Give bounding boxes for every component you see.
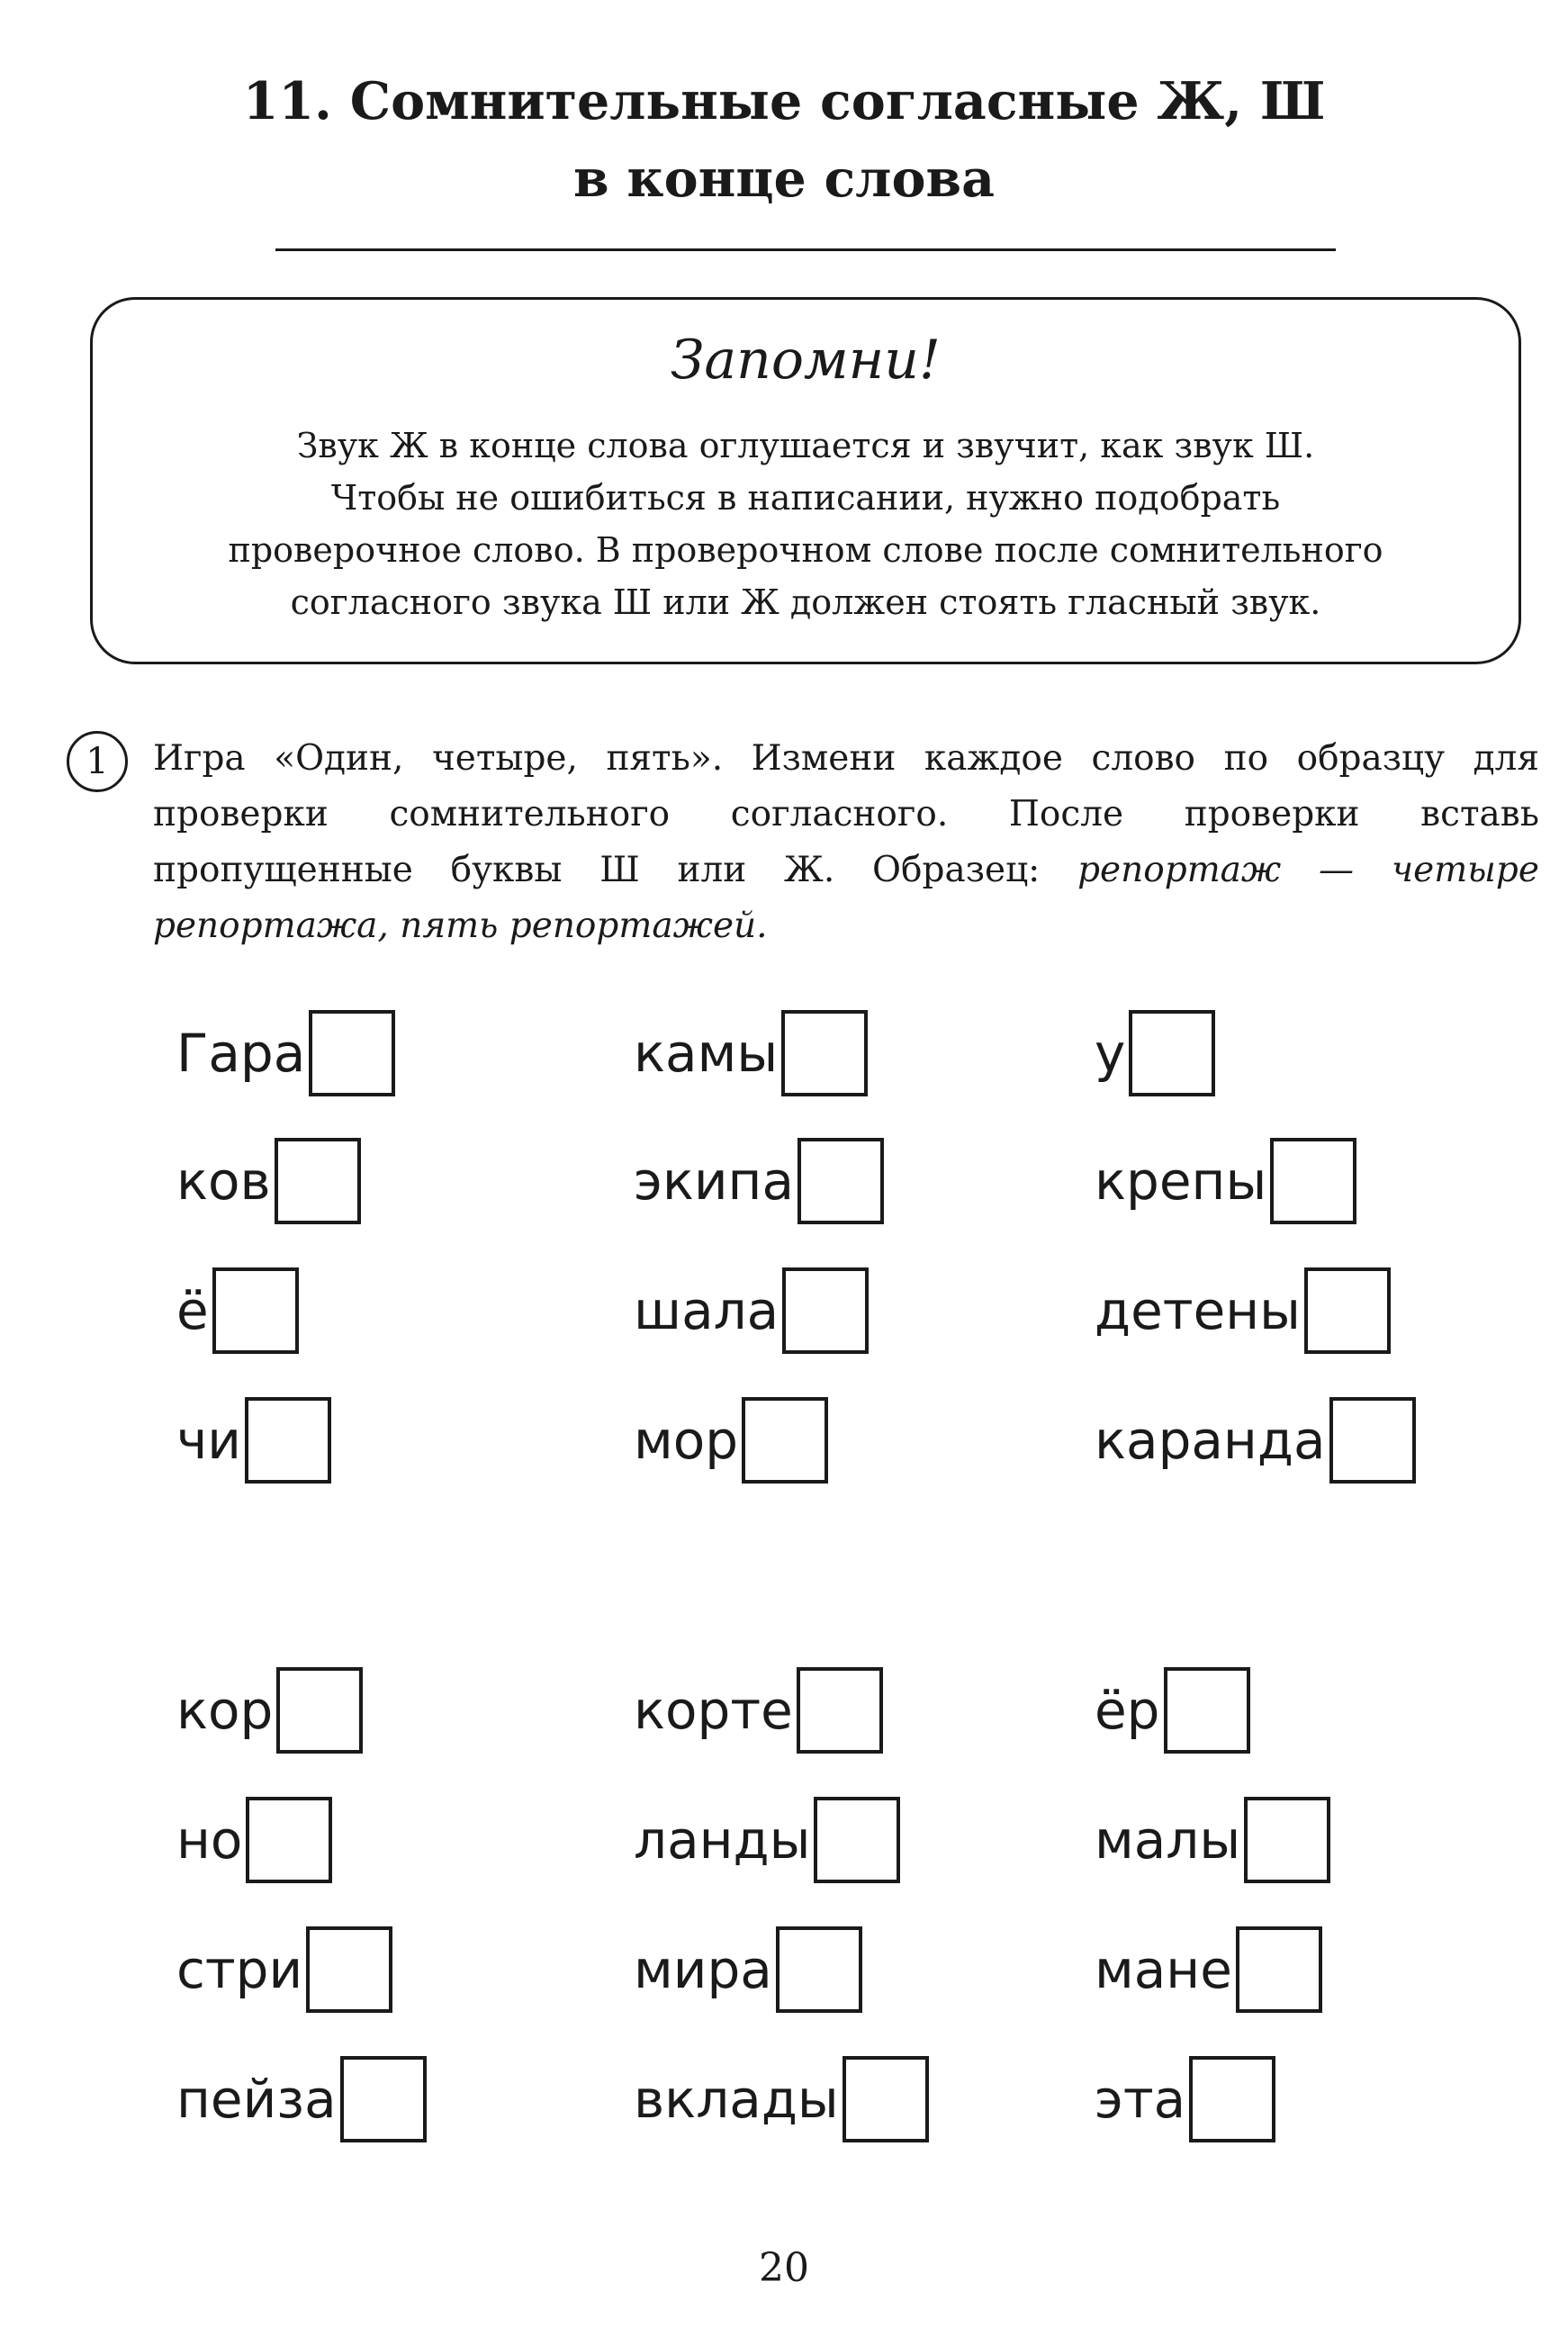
word-item [1095,1665,1250,1755]
word-item [176,1925,392,2015]
task-number: 1 [67,731,128,792]
letter-box[interactable] [245,1397,331,1484]
word-item [634,1665,883,1755]
word-stem: ё [176,1280,209,1341]
title-line-1: 11. Сомнительные согласные Ж, Ш [242,71,1326,131]
word-stem: экипа [634,1150,795,1212]
rule-line: Звук Ж в конце слова оглушается и звучит, как звук Ш. [296,426,1315,465]
word-stem: чи [176,1410,241,1471]
page-number: 20 [759,2245,809,2291]
page-title [0,63,1568,218]
letter-box[interactable] [776,1926,862,2013]
word-item [176,1136,361,1226]
word-stem: ёр [1095,1680,1160,1741]
word-item [634,1136,884,1226]
rule-line: проверочное слово. В проверочном слове после сомнительного [228,530,1383,570]
word-stem: мане [1095,1939,1232,2000]
word-stem: вклады [634,2069,839,2130]
word-item [634,1795,900,1885]
word-item [1095,1008,1215,1098]
letter-box[interactable] [781,1010,868,1096]
word-item [176,2054,427,2144]
word-stem: эта [1095,2069,1186,2130]
word-stem: детены [1095,1280,1301,1341]
letter-box[interactable] [1164,1667,1250,1754]
word-stem: ков [176,1150,271,1212]
task-text: Игра «Один, четыре, пять». Измени каждое слово по образцу для проверки сомнительного согласного. После проверки вставь пропущенные буквы Ш или Ж. Образец: [153,738,1539,890]
word-stem: пейза [176,2069,337,2130]
word-stem: ланды [634,1809,811,1871]
letter-box[interactable] [1189,2056,1275,2142]
word-stem: мор [634,1410,739,1471]
word-item [1095,1136,1356,1226]
word-item [634,1008,868,1098]
word-item [176,1266,299,1356]
word-stem: шала [634,1280,779,1341]
letter-box[interactable] [309,1010,395,1096]
rule-heading: Запомни! [671,329,941,392]
letter-box[interactable] [798,1138,884,1224]
word-item [176,1395,331,1485]
word-stem: кор [176,1680,274,1741]
task-instructions [153,731,1539,954]
letter-box[interactable] [797,1667,883,1754]
title-underline [275,248,1336,251]
letter-box[interactable] [782,1267,869,1354]
word-stem: Гара [176,1023,306,1084]
word-item [176,1665,363,1755]
word-stem: камы [634,1023,779,1084]
word-stem: мира [634,1939,772,2000]
word-stem: малы [1095,1809,1241,1871]
word-item [176,1795,332,1885]
letter-box[interactable] [1129,1010,1215,1096]
task-example: репортаж — четыре репортажа, пять репортажей. [153,850,1539,946]
word-item [1095,1395,1416,1485]
word-item [1095,1266,1391,1356]
word-item [634,1925,862,2015]
word-stem: стри [176,1939,303,2000]
word-stem: каранда [1095,1410,1326,1471]
letter-box[interactable] [306,1926,392,2013]
rule-text [90,419,1521,628]
letter-box[interactable] [1244,1797,1330,1883]
rule-line: Чтобы не ошибиться в написании, нужно подобрать [330,478,1281,518]
letter-box[interactable] [1329,1397,1416,1484]
letter-box[interactable] [1270,1138,1356,1224]
rule-line: согласного звука Ш или Ж должен стоять гласный звук. [290,582,1321,622]
word-item [634,1266,869,1356]
word-item [176,1008,395,1098]
letter-box[interactable] [275,1138,361,1224]
word-item [634,2054,929,2144]
word-stem: корте [634,1680,793,1741]
letter-box[interactable] [212,1267,299,1354]
letter-box[interactable] [276,1667,363,1754]
letter-box[interactable] [843,2056,929,2142]
letter-box[interactable] [246,1797,332,1883]
word-stem: у [1095,1023,1126,1084]
word-item [634,1395,828,1485]
word-item [1095,1925,1322,2015]
letter-box[interactable] [814,1797,900,1883]
word-stem: крепы [1095,1150,1267,1212]
letter-box[interactable] [1304,1267,1391,1354]
letter-box[interactable] [1236,1926,1322,2013]
letter-box[interactable] [742,1397,828,1484]
word-item [1095,2054,1275,2144]
word-item [1095,1795,1330,1885]
word-stem: но [176,1809,243,1871]
letter-box[interactable] [340,2056,427,2142]
title-line-2: в конце слова [572,149,996,209]
